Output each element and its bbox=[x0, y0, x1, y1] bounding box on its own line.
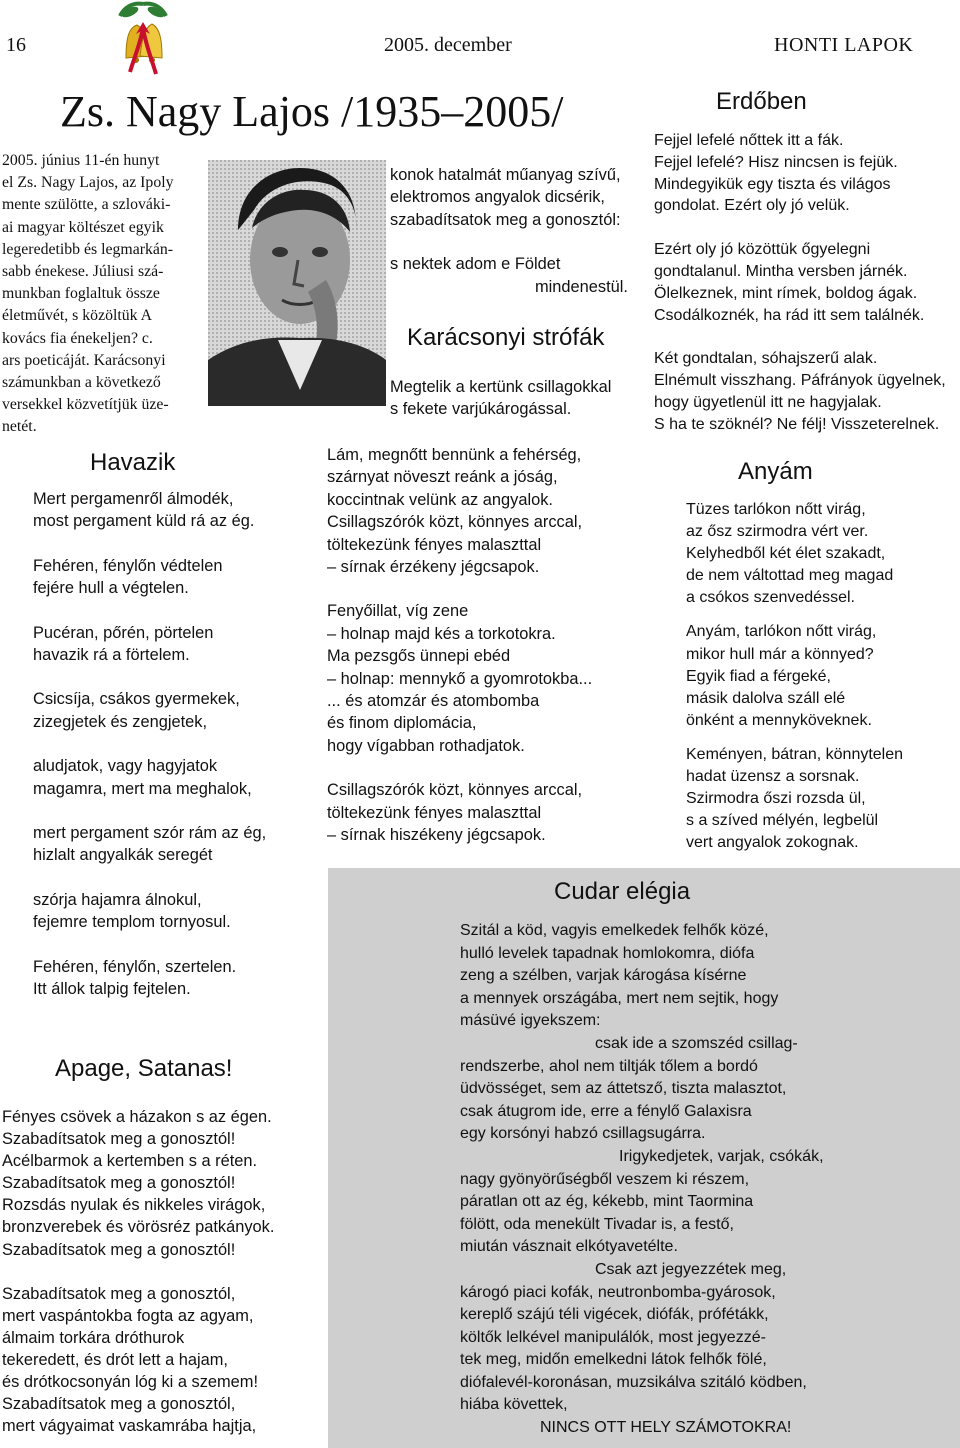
intro-line: munkban foglaltuk össze bbox=[2, 285, 160, 303]
verse-line: csak átugrom ide, erre a fénylő Galaxisra bbox=[460, 1102, 752, 1120]
verse-line: de nem váltottad meg magad bbox=[686, 567, 894, 585]
poem-apage-continuation bbox=[390, 164, 640, 298]
poem-title-apage-satanas: Apage, Satanas! bbox=[55, 1055, 233, 1082]
poem-title-erdoben: Erdőben bbox=[716, 88, 807, 115]
verse-line: – holnap: mennykő a gyomrotokba... bbox=[327, 669, 593, 688]
verse-line: fejére hull a végtelen. bbox=[33, 579, 189, 598]
poem-title-cudar-elegia: Cudar elégia bbox=[554, 878, 691, 905]
verse-line: – sírnak hiszékeny jégcsapok. bbox=[327, 826, 546, 845]
verse-line: Fehéren, fénylőn védtelen bbox=[33, 556, 223, 575]
verse-line: mert vágyaimat vaskamrába hajtja, bbox=[2, 1417, 257, 1436]
verse-line: a csókos szenvedéssel. bbox=[686, 589, 855, 607]
verse-line: töltekezünk fényes malaszttal bbox=[327, 535, 542, 554]
verse-line: miután vásznait elkótyavetélte. bbox=[460, 1238, 678, 1256]
article-title: Zs. Nagy Lajos /1935–2005/ bbox=[60, 87, 564, 136]
verse-line: Szabadítsatok meg a gonosztól! bbox=[2, 1174, 236, 1193]
verse-line: havazik rá a förtelem. bbox=[33, 646, 190, 665]
verse-line: szabadítsatok meg a gonosztól: bbox=[390, 210, 621, 229]
verse-line: Fejjel lefelé? Hisz nincsen is fejük. bbox=[654, 153, 898, 171]
verse-line: Kelyhedből két élet szakadt, bbox=[686, 545, 886, 563]
verse-line: másüvé igyekszem: bbox=[460, 1012, 601, 1030]
verse-line: önként a mennyköveknek. bbox=[686, 711, 872, 729]
poem-title-anyam: Anyám bbox=[738, 458, 813, 485]
verse-line: – holnap majd kés a torkotokra. bbox=[327, 624, 556, 643]
verse-line: Mert pergamenről álmodék, bbox=[33, 490, 234, 508]
verse-line: Ma pezsgős ünnepi ebéd bbox=[327, 647, 511, 666]
verse-line: Ölelkeznek, mint rímek, boldog ágak. bbox=[654, 284, 918, 302]
verse-line: s nektek adom e Földet bbox=[390, 255, 561, 274]
verse-line: s fekete varjúkárogással. bbox=[390, 400, 572, 419]
verse-line: töltekezünk fényes malaszttal bbox=[327, 803, 542, 822]
verse-line: Csak azt jegyezzétek meg, bbox=[595, 1260, 787, 1278]
verse-line: Fehéren, fénylőn, szertelen. bbox=[33, 957, 237, 976]
verse-line: hulló levelek tapadnak homlokomra, diófa bbox=[460, 944, 755, 962]
cudar-elegia-panel bbox=[328, 868, 960, 1448]
verse-line: fejemre templom tornyosul. bbox=[33, 913, 231, 932]
verse-line: hogy vígabban rothadjatok. bbox=[327, 736, 525, 755]
verse-line: NINCS OTT HELY SZÁMOTOKRA! bbox=[540, 1419, 792, 1437]
verse-line: hadat üzensz a sorsnak. bbox=[686, 768, 860, 786]
verse-line: mindenestül. bbox=[535, 277, 628, 296]
verse-line: Csillagszórók közt, könnyes arccal, bbox=[327, 513, 583, 532]
poem-cudar-elegia bbox=[460, 920, 950, 1440]
intro-line: kovács fia énekeljen? c. bbox=[2, 329, 153, 347]
verse-line: költők lelkével manipulálók, most jegyezzé- bbox=[460, 1328, 766, 1346]
poem-karacsonyi-strofak bbox=[327, 444, 637, 847]
verse-line: fölött, oda menekült Tivadar is, a festő, bbox=[460, 1215, 734, 1233]
verse-line: Elnémult visszhang. Páfrányok ügyelnek, bbox=[654, 372, 946, 390]
intro-line: 2005. június 11-én hunyt bbox=[2, 152, 160, 169]
verse-line: diófalevél-koronásan, muzsikálva szitáló ködben, bbox=[460, 1373, 807, 1391]
verse-line: Szirmodra őszi rozsda ül, bbox=[686, 790, 866, 808]
poem-anyam bbox=[686, 499, 956, 854]
verse-line: Csillagszórók közt, könnyes arccal, bbox=[327, 781, 583, 800]
verse-line: Itt állok talpig fejtelen. bbox=[33, 980, 191, 999]
intro-line: ai magyar költészet egyik bbox=[2, 218, 164, 236]
verse-line: konok hatalmát műanyag szívű, bbox=[390, 166, 621, 184]
verse-line: károgó piaci kofák, neutronbomba-gyárosok, bbox=[460, 1283, 776, 1301]
verse-line: a mennyek országába, mert nem sejtik, hogy bbox=[460, 989, 779, 1007]
verse-line: páratlan ott az ég, kékebb, mint Taormina bbox=[460, 1193, 754, 1211]
verse-line: Két gondtalan, sóhajszerű alak. bbox=[654, 350, 878, 368]
intro-line: életművét, s közöltük A bbox=[2, 307, 153, 325]
verse-line: Ezért oly jó közöttük őgyelegni bbox=[654, 241, 871, 259]
verse-line: mikor hull már a könnyed? bbox=[686, 645, 874, 663]
verse-line: Fényes csövek a házakon s az égen. bbox=[2, 1108, 272, 1126]
intro-line: versekkel közvetítjük üze- bbox=[2, 396, 169, 414]
verse-line: hizlalt angyalkák seregét bbox=[33, 846, 213, 865]
poem-title-havazik: Havazik bbox=[90, 449, 176, 476]
intro-line: el Zs. Nagy Lajos, az Ipoly bbox=[2, 174, 174, 192]
verse-line: vert angyalok zokognak. bbox=[686, 834, 859, 852]
verse-line: Szitál a köd, vagyis emelkedek felhők közé, bbox=[460, 922, 769, 939]
intro-line: számunkban a következő bbox=[2, 374, 161, 392]
verse-line: Csicsíja, csákos gyermekek, bbox=[33, 690, 240, 709]
publication-name: HONTI LAPOK bbox=[774, 34, 914, 56]
verse-line: koccintnak velünk az angyalok. bbox=[327, 490, 553, 509]
verse-line: Irigykedjetek, varjak, csókák, bbox=[619, 1147, 824, 1165]
christmas-bells-icon bbox=[112, 0, 174, 78]
verse-line: elektromos angyalok dicsérik, bbox=[390, 188, 605, 207]
verse-line: üdvösséget, sem az áttetsző, tiszta malasztot, bbox=[460, 1080, 787, 1098]
portrait-photo bbox=[208, 160, 386, 406]
verse-line: nagy gyönyörűségből veszem ki részem, bbox=[460, 1170, 750, 1188]
verse-line: Szabadítsatok meg a gonosztól! bbox=[2, 1240, 236, 1259]
verse-line: most pergament küld rá az ég. bbox=[33, 512, 255, 531]
verse-line: Anyám, tarlókon nőtt virág, bbox=[686, 623, 877, 641]
verse-line: zizegjetek és zengjetek, bbox=[33, 712, 208, 731]
verse-line: bronzverebek és vörösréz patkányok. bbox=[2, 1218, 275, 1237]
verse-line: másik dalolva száll elé bbox=[686, 689, 846, 707]
verse-line: Fejjel lefelé nőttek itt a fák. bbox=[654, 132, 844, 149]
verse-line: rendszerbe, ahol nem tiltják tőlem a bordó bbox=[460, 1057, 758, 1075]
intro-line: ars poeticáját. Karácsonyi bbox=[2, 351, 166, 369]
verse-line: Tüzes tarlókon nőtt virág, bbox=[686, 501, 866, 518]
verse-line: hogy ügyetlenül itt ne hagyjalak. bbox=[654, 393, 882, 411]
verse-line: és finom diplomácia, bbox=[327, 714, 477, 733]
verse-line: ... és atomzár és atombomba bbox=[327, 692, 540, 711]
verse-line: Szabadítsatok meg a gonosztól! bbox=[2, 1130, 236, 1149]
verse-line: s a szíved mélyén, legbelül bbox=[686, 812, 879, 830]
verse-line: szórja hajamra álnokul, bbox=[33, 890, 202, 909]
verse-line: gondtalanul. Mintha versben járnék. bbox=[654, 262, 908, 280]
poem-erdoben bbox=[654, 130, 960, 436]
verse-line: Rozsdás nyulak és nikkeles virágok, bbox=[2, 1196, 266, 1215]
verse-line: Fenyőillat, víg zene bbox=[327, 602, 469, 621]
verse-line: Csodálkoznék, ha rád itt sem találnék. bbox=[654, 306, 925, 324]
poem-havazik bbox=[33, 488, 313, 1023]
intro-line: netét. bbox=[2, 418, 37, 436]
intro-line: mente szülötte, a szlováki- bbox=[2, 196, 171, 214]
verse-line: Megtelik a kertünk csillagokkal bbox=[390, 378, 612, 396]
verse-line: szárnyat növeszt reánk a jóság, bbox=[327, 468, 558, 487]
intro-line: sabb énekese. Júliusi szá- bbox=[2, 263, 164, 281]
verse-line: gondolat. Ezért oly jó velük. bbox=[654, 197, 850, 215]
verse-line: Egyik fiad a férgeké, bbox=[686, 667, 831, 685]
verse-line: magamra, mert ma meghalok, bbox=[33, 779, 252, 798]
verse-line: Szabadítsatok meg a gonosztól, bbox=[2, 1284, 236, 1303]
verse-line: kereplő szájú téli vigécek, diófák, prófétákk, bbox=[460, 1306, 769, 1324]
verse-line: S ha te szöknél? Ne félj! Visszeterelnek. bbox=[654, 415, 940, 433]
verse-line: Pucéran, pőrén, pörtelen bbox=[33, 623, 214, 642]
verse-line: mert vaspántokba fogta az agyam, bbox=[2, 1306, 254, 1325]
verse-line: Lám, megnőtt bennünk a fehérség, bbox=[327, 446, 582, 464]
poem-karacsonyi-strofak-stanza-1 bbox=[390, 376, 640, 421]
verse-line: Szabadítsatok meg a gonosztól, bbox=[2, 1395, 236, 1414]
verse-line: álmaim torkára dróthurok bbox=[2, 1328, 185, 1347]
verse-line: aludjatok, vagy hagyjatok bbox=[33, 757, 218, 776]
verse-line: tekeredett, és drót lett a hajam, bbox=[2, 1350, 228, 1369]
verse-line: tek meg, midőn emelkedni látok felhők fölé, bbox=[460, 1351, 767, 1369]
page-number: 16 bbox=[6, 34, 26, 56]
verse-line: és drótkocsonyán lóg ki a szemem! bbox=[2, 1373, 258, 1392]
verse-line: mert pergament szór rám az ég, bbox=[33, 824, 267, 843]
poem-title-karacsonyi-strofak: Karácsonyi strófák bbox=[407, 324, 605, 351]
verse-line: – sírnak érzékeny jégcsapok. bbox=[327, 558, 540, 577]
issue-date: 2005. december bbox=[384, 34, 512, 56]
article-intro bbox=[2, 150, 208, 439]
verse-line: Acélbarmok a kertemben s a réten. bbox=[2, 1152, 258, 1171]
verse-line: egy korsónyi habzó csillagsugárra. bbox=[460, 1125, 706, 1143]
poem-apage-satanas bbox=[2, 1106, 302, 1437]
verse-line: Mindegyikük egy tiszta és világos bbox=[654, 175, 891, 193]
verse-line: zeng a szélben, varjak károgása kísérne bbox=[460, 967, 747, 985]
intro-line: legeredetibb és legmarkán- bbox=[2, 240, 174, 258]
verse-line: hiába követtek, bbox=[460, 1396, 568, 1414]
verse-line: az ősz szirmodra vért ver. bbox=[686, 523, 869, 541]
verse-line: csak ide a szomszéd csillag- bbox=[595, 1034, 798, 1052]
verse-line: Keményen, bátran, könnytelen bbox=[686, 745, 904, 763]
